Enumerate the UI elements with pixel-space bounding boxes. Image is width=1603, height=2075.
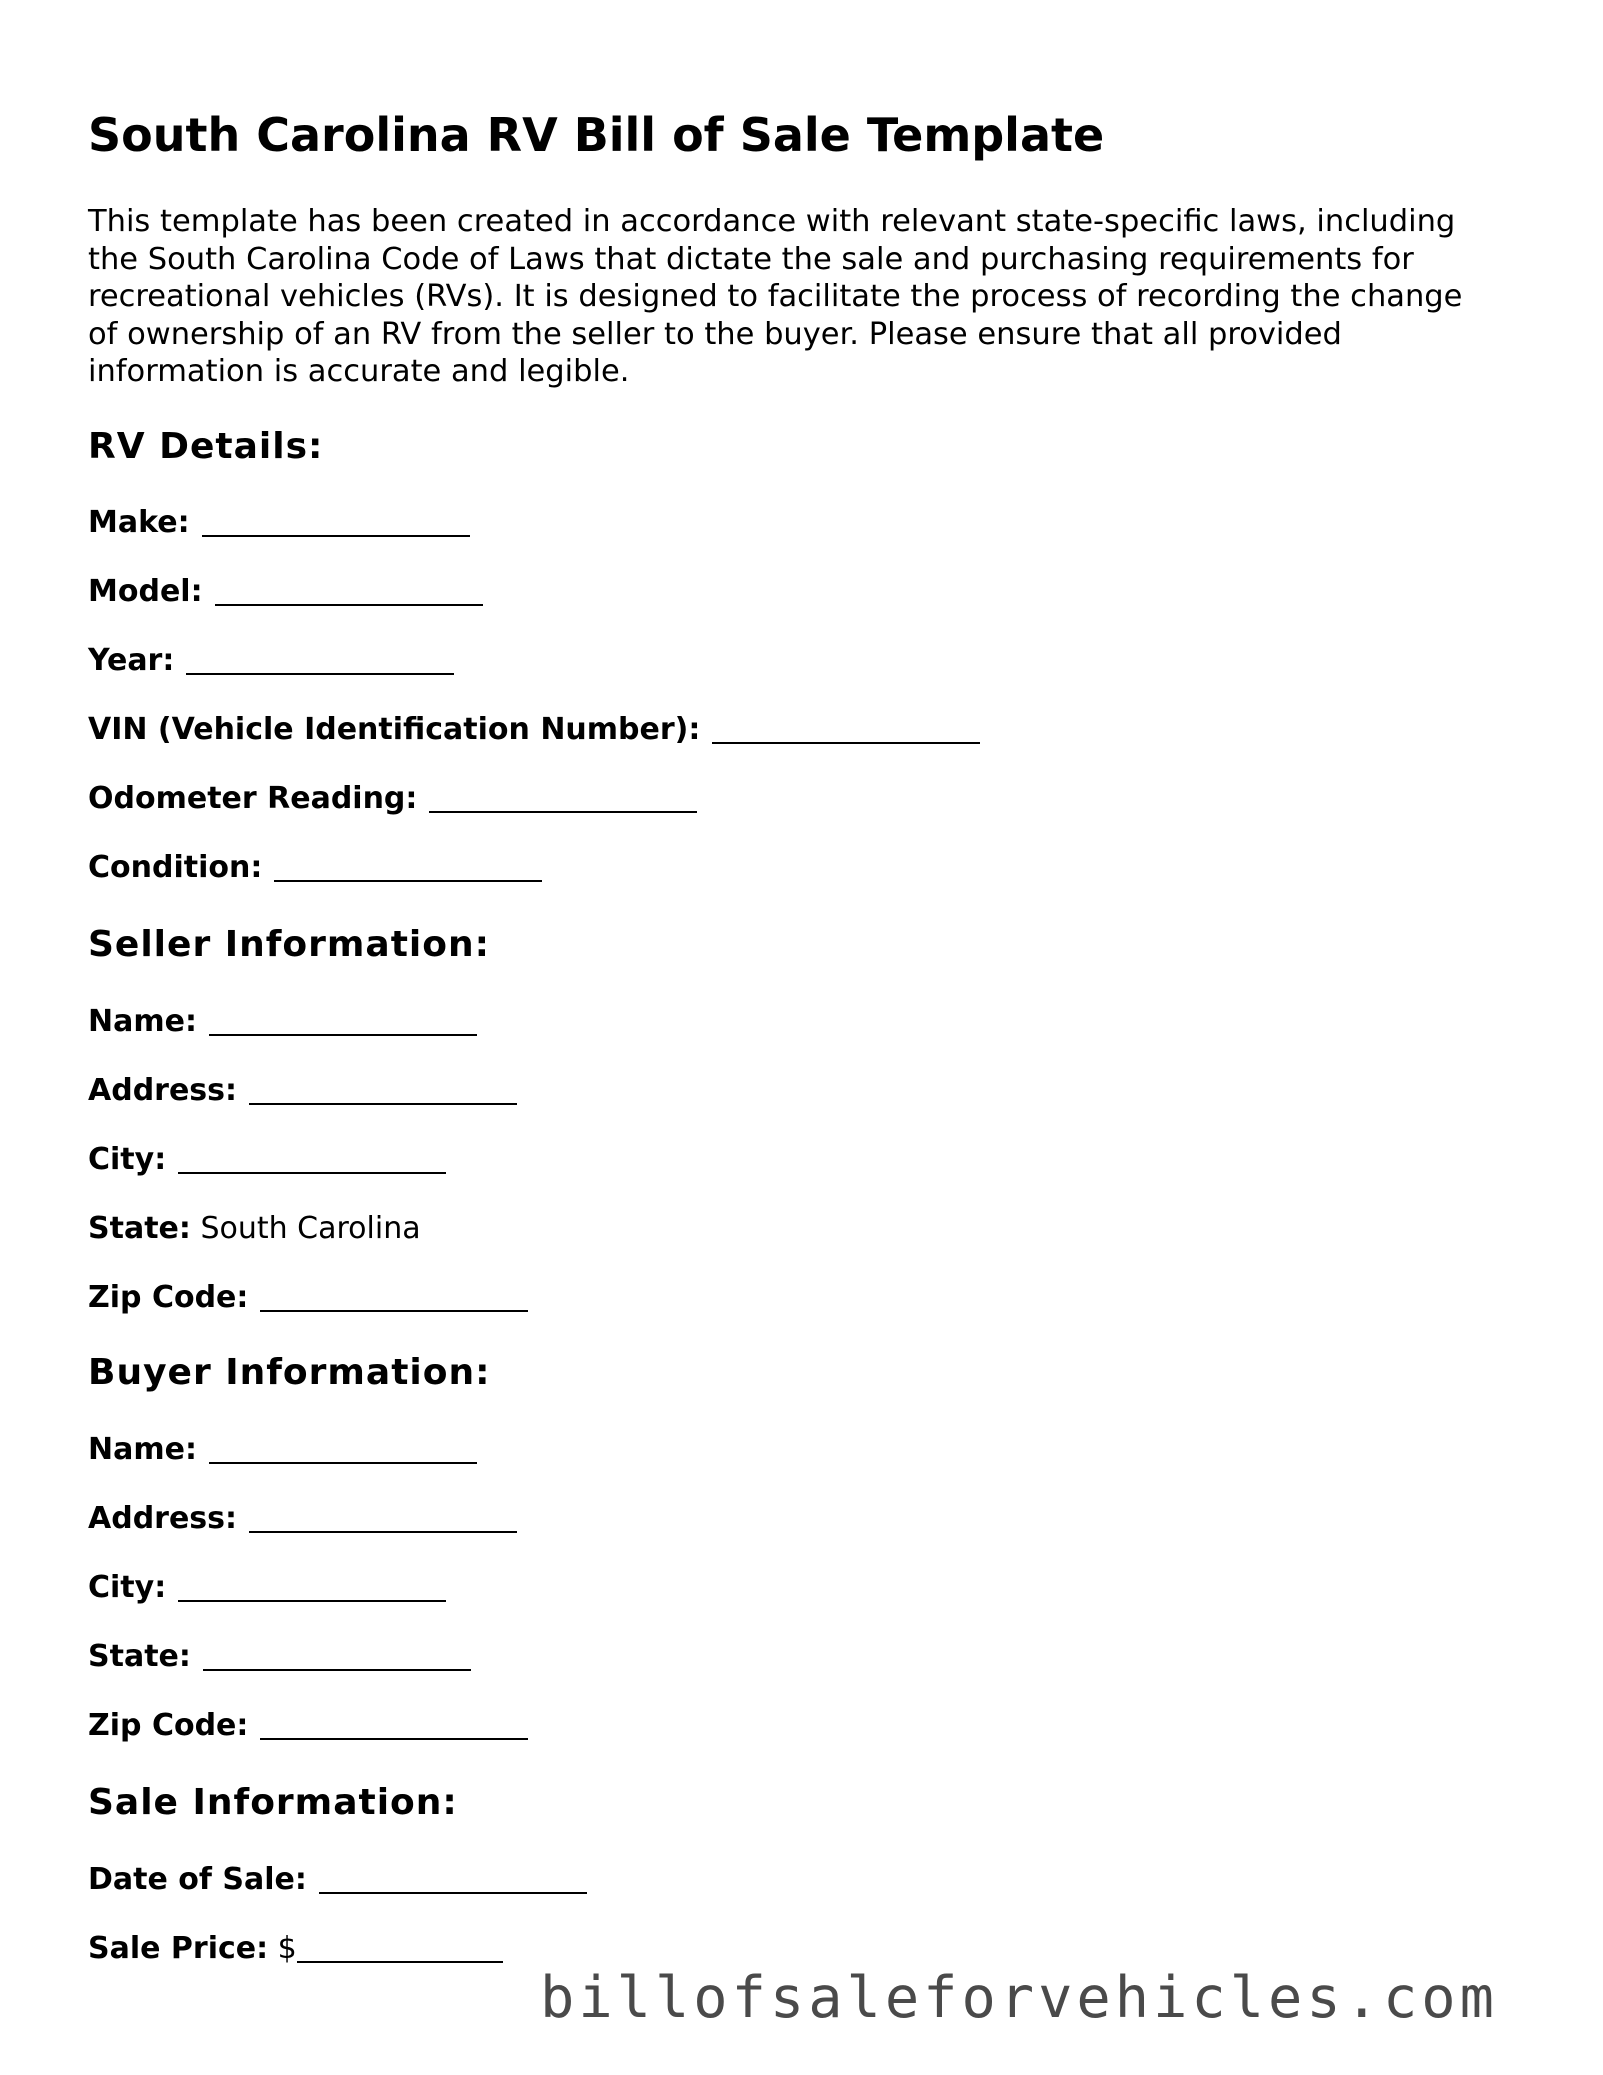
buyer-name-label: Name: (88, 1432, 197, 1467)
seller-address-field (88, 1073, 517, 1108)
buyer-city-label: City: (88, 1570, 167, 1605)
seller-zip-field (88, 1280, 528, 1315)
seller-zip-label: Zip Code: (88, 1280, 249, 1315)
sale-date-label: Date of Sale: (88, 1862, 307, 1897)
seller-name-blank[interactable] (209, 1034, 477, 1036)
rv-condition-label: Condition: (88, 850, 263, 885)
sale-price-blank[interactable] (297, 1961, 503, 1963)
rv-year-label: Year: (88, 643, 175, 678)
document-title: South Carolina RV Bill of Sale Template (88, 108, 1105, 162)
seller-city-field (88, 1142, 446, 1177)
rv-odometer-label: Odometer Reading: (88, 781, 418, 816)
buyer-city-field (88, 1570, 446, 1605)
sale-price-field (88, 1931, 503, 1966)
sale-date-blank[interactable] (319, 1892, 587, 1894)
seller-info-heading: Seller Information: (88, 924, 491, 965)
buyer-address-field (88, 1501, 517, 1536)
seller-address-label: Address: (88, 1073, 238, 1108)
seller-name-field (88, 1004, 477, 1039)
seller-zip-blank[interactable] (260, 1310, 528, 1312)
rv-model-blank[interactable] (215, 604, 483, 606)
buyer-state-blank[interactable] (203, 1669, 471, 1671)
buyer-address-label: Address: (88, 1501, 238, 1536)
sale-date-field (88, 1862, 587, 1897)
rv-condition-blank[interactable] (274, 880, 542, 882)
buyer-zip-blank[interactable] (260, 1738, 528, 1740)
rv-odometer-blank[interactable] (429, 811, 697, 813)
seller-name-label: Name: (88, 1004, 197, 1039)
intro-line: recreational vehicles (RVs). It is designed to facilitate the process of recording the change (88, 279, 1463, 314)
rv-make-label: Make: (88, 505, 190, 540)
sale-price-label: Sale Price: (88, 1931, 269, 1966)
buyer-name-field (88, 1432, 477, 1467)
rv-model-field (88, 574, 483, 609)
seller-city-blank[interactable] (178, 1172, 446, 1174)
buyer-address-blank[interactable] (249, 1531, 517, 1533)
seller-state-field (88, 1211, 421, 1246)
sale-info-heading: Sale Information: (88, 1782, 458, 1823)
rv-make-blank[interactable] (202, 535, 470, 537)
rv-condition-field (88, 850, 542, 885)
rv-vin-label: VIN (Vehicle Identification Number): (88, 712, 701, 747)
seller-state-value: South Carolina (200, 1211, 421, 1246)
seller-state-label: State: (88, 1211, 191, 1246)
currency-symbol: $ (277, 1931, 297, 1966)
rv-details-heading: RV Details: (88, 426, 324, 467)
rv-vin-field (88, 712, 980, 747)
buyer-info-heading: Buyer Information: (88, 1352, 491, 1393)
rv-model-label: Model: (88, 574, 203, 609)
buyer-zip-field (88, 1708, 528, 1743)
intro-line: information is accurate and legible. (88, 354, 630, 389)
buyer-zip-label: Zip Code: (88, 1708, 249, 1743)
rv-vin-blank[interactable] (712, 742, 980, 744)
rv-year-blank[interactable] (186, 673, 454, 675)
rv-make-field (88, 505, 470, 540)
buyer-name-blank[interactable] (209, 1462, 477, 1464)
intro-line: the South Carolina Code of Laws that dictate the sale and purchasing requirements for (88, 241, 1414, 277)
rv-odometer-field (88, 781, 697, 816)
intro-line: This template has been created in accordance with relevant state-specific laws, including (88, 204, 1456, 239)
seller-address-blank[interactable] (249, 1103, 517, 1105)
watermark: billofsaleforvehicles.com (540, 1965, 1498, 2031)
intro-line: of ownership of an RV from the seller to the buyer. Please ensure that all provided (88, 316, 1342, 352)
intro-paragraph (88, 203, 1528, 391)
buyer-state-label: State: (88, 1639, 191, 1674)
seller-city-label: City: (88, 1142, 167, 1177)
rv-year-field (88, 643, 454, 678)
buyer-city-blank[interactable] (178, 1600, 446, 1602)
buyer-state-field (88, 1639, 471, 1674)
